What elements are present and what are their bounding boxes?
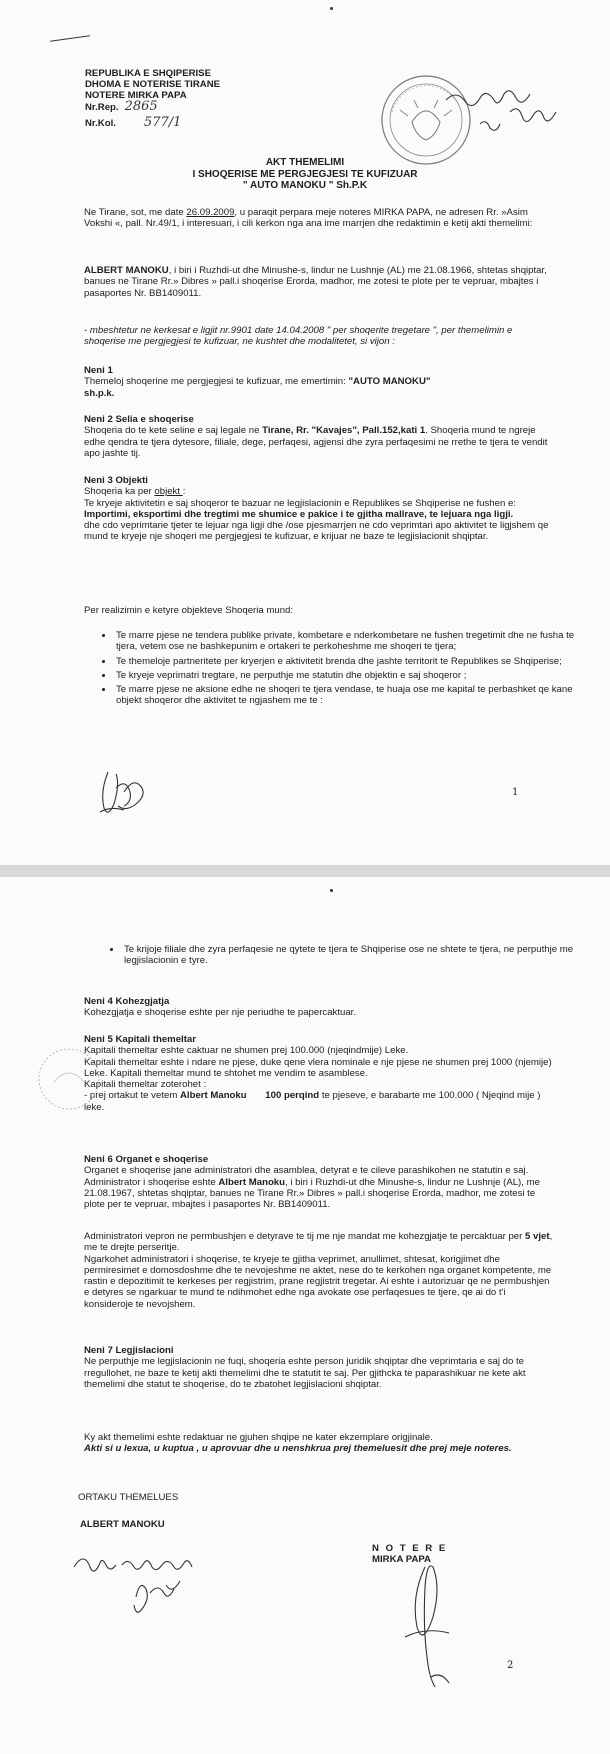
legal-basis-paragraph: - mbeshtetur ne kerkesat e ligjit nr.9901 date 14.04.2008 " per shoqerite tregetare ", per themelimin e shoqerise me pergjegjesi te kufizuar, ne kushtet dhe modalitetet, si vijon : bbox=[84, 325, 513, 348]
document-page-1 bbox=[0, 0, 610, 865]
neni-6: Neni 6 Organet e shoqerise Organet e shoqerise jane administratori dhe asamblea, detyrat e te cileve parashikohen ne statutin e saj. Administrator i shoqerise eshte Albert Manoku, i biri i Ruzhdi-ut dhe Minushe-s, lindur ne Lushnje (AL), me 21.08.1967, shtetas shqiptar, banues ne Tirane Rr.» Dibres » pall.i shoqerise Erorda, madhor, me zotesi te plote per te vepruar, mbajtes i pasaportes Nr. BB1409011. bbox=[84, 1154, 540, 1211]
founder-initials-signature bbox=[94, 762, 154, 824]
neni-5: Neni 5 Kapitali themeltar Kapitali themeltar eshte caktuar ne shumen prej 100.000 (njeqindmije) Leke. Kapitali themeltar eshte i ndare ne pjese, duke qene vlera nominale e nje pjese ne shumen prej 1000 (njemije) Leke. Kapitali themeltar mund te shtohet me vendim te asamblese. Kapitali themeltar zoterohet : - prej ortakut te vetem Albert Manoku 100 perqind te pjeseve, e barabarte me 100.000 ( Njeqind mije ) leke. bbox=[84, 1034, 552, 1113]
title-line-2: I SHOQERISE ME PERGJEGJESI TE KUFIZUAR bbox=[192, 168, 418, 180]
page-number: 1 bbox=[512, 787, 519, 798]
rep-number: 2865 bbox=[124, 99, 158, 114]
intro-paragraph: Ne Tirane, sot, me date 26.09.2009, u paraqit perpara meje noteres MIRKA PAPA, ne adresen Rr. »Asim Vokshi «, pall. Nr.49/1, i interesuari, i cili kerkon nga ana ime marrjen dhe redaktimin e ketij akti themelimi: bbox=[84, 207, 533, 230]
document-title bbox=[0, 157, 610, 192]
administrator-name: Albert Manoku bbox=[218, 1176, 286, 1188]
punch-dot bbox=[330, 7, 333, 10]
faint-seal-stamp bbox=[34, 1044, 104, 1114]
objectives-list bbox=[84, 630, 586, 710]
title-line-3: " AUTO MANOKU " Sh.P.K bbox=[242, 180, 368, 191]
objectives-intro: Per realizimin e ketyre objekteve Shoqeria mund: bbox=[84, 605, 294, 616]
list-item: • Te themeloje partneritete per kryerjen e aktivitetit brenda dhe jashte territorit te Republikes se Shqiperise; bbox=[114, 656, 586, 667]
founder-paragraph: ALBERT MANOKU, i biri i Ruzhdi-ut dhe Minushe-s, lindur ne Lushnje (AL) me 21.08.1966, shtetas shqiptar, banues ne Tirane Rr.» Dibres » pall.i shoqerise Erorda, madhor, me zotesi te plote per te vepruar, mbajtes i pasaportes Nr. BB1409011. bbox=[84, 265, 547, 299]
notary-signature bbox=[440, 82, 560, 140]
founder-label: ORTAKU THEMELUES bbox=[78, 1492, 179, 1503]
neni-6-mandate: Administratori vepron ne permbushjen e detyrave te tij me nje mandat me kohezgjatje te percaktuar per 5 vjet, me te drejte perseritje. Ngarkohet administratori i shoqerise, te kryeje te gjitha veprimet, anullimet, shtesat, korigjimet dhe permiresimet e domosdoshme dhe te nevojeshme ne aktet, nese do te kerkohen nga organet kompetente, me rastin e depozitimit te kerkeses per regjistrim, prane regjistrit tregetar. Ai eshte i autorizuar qe ne permbushjen e detyres se ngarkuar te mund te ndihmohet edhe nga avokate ose perfaqesues te tjere, qe ai do t'i konsideroje te nevojshem. bbox=[84, 1231, 553, 1310]
notary-header bbox=[85, 68, 220, 129]
business-object: Importimi, eksportimi dhe tregtimi me shumice e pakice i te gjitha mallrave, te lejuara nga ligji. bbox=[84, 508, 514, 520]
title-line-1: AKT THEMELIMI bbox=[265, 157, 345, 168]
notary-label: N O T E R E bbox=[372, 1543, 448, 1554]
page-number: 2 bbox=[507, 1660, 514, 1671]
header-kol: Nr.Kol. 577/1 bbox=[85, 115, 182, 130]
neni-4: Neni 4 Kohezgjatja Kohezgjatja e shoqerise eshte per nje periudhe te papercaktuar. bbox=[84, 996, 357, 1019]
list-item: • Te kryeje veprimatri tregtare, ne perputhje me statutin dhe objektin e saj shoqeror ; bbox=[114, 670, 586, 681]
closing-paragraph: Ky akt themelimi eshte redaktuar ne gjuhen shqipe ne kater ekzemplare origjinale. Akti si u lexua, u kuptua , u aprovuar dhe u nenshkrua prej themeluesit dhe prej meje noteres. bbox=[84, 1432, 512, 1455]
header-country: REPUBLIKA E SHQIPERISE bbox=[85, 68, 211, 79]
founder-signature bbox=[66, 1537, 246, 1627]
list-item: • Te marre pjese ne aksione edhe ne shoqeri te tjera vendase, te huaja ose me kapital te perbashket qe kane objekt shoqeror dhe aktivitet te ngjashem me te : bbox=[114, 684, 586, 707]
founder-name: ALBERT MANOKU bbox=[84, 265, 169, 276]
company-name: "AUTO MANOKU" bbox=[348, 376, 431, 388]
list-item: • Te marre pjese ne tendera publike private, kombetare e nderkombetare ne fushen tregetimit dhe ne fusha te tjera, vetem ose ne bashkepunim e ortakeri te perkoheshme me shoqeri te tjera; bbox=[114, 630, 586, 653]
punch-dot bbox=[330, 889, 333, 892]
neni-7: Neni 7 Legjislacioni Ne perputhje me legjislacionin ne fuqi, shoqeria eshte person juridik shqiptar dhe veprimtaria e saj do te rregullohet, ne baze te ketij akti themelimi dhe te statutit te saj. Per gjithcka te paparashikuar ne kete akt themelimi dhe statut te shoqerise, do te zbatohet legjislacioni shqiptar. bbox=[84, 1345, 526, 1390]
document-page-2 bbox=[0, 877, 610, 1754]
founder-signatory-name: ALBERT MANOKU bbox=[80, 1519, 165, 1530]
pen-mark bbox=[50, 35, 90, 42]
notary-name: MIRKA PAPA bbox=[372, 1554, 431, 1565]
objectives-list-continued bbox=[92, 944, 586, 970]
header-notary: NOTERE MIRKA PAPA bbox=[85, 90, 187, 101]
header-rep: Nr.Rep. 2865 bbox=[85, 99, 158, 114]
list-item: • Te krijoje filiale dhe zyra perfaqesie ne qytete te tjera te Shqiperise ose ne shtete te tjera, ne perputhje me legjislacionin e tyre. bbox=[122, 944, 586, 967]
neni-1: Neni 1 Themeloj shoqerine me pergjegjesi te kufizuar, me emertimin: "AUTO MANOKU" sh.p.k. bbox=[84, 365, 431, 399]
act-date: 26.09.2009 bbox=[186, 207, 235, 218]
kol-number: 577/1 bbox=[143, 115, 182, 130]
ownership-percent: 100 perqind bbox=[265, 1090, 320, 1102]
neni-3: Neni 3 Objekti Shoqeria ka per objekt : Te kryeje aktivitetin e saj shoqeror te bazuar ne legjislacionin e Republikes se Shqiperise ne fushen e: Importimi, eksportimi dhe tregtimi me shumice e pakice i te gjitha mallrave, te lejuara nga ligji. dhe cdo veprimtarie tjeter te lejuar nga ligji dhe /ose pjesmarrjen ne cdo veprimtari apo aktivitet te ligjshem qe mund te kryeje nje shoqeri me pergjegjesi te kufizuar, e krijuar ne baze te legjislacionit shqiptar. bbox=[84, 475, 549, 543]
header-chamber: DHOMA E NOTERISE TIRANE bbox=[85, 79, 221, 90]
neni-2: Neni 2 Selia e shoqerise Shoqeria do te kete seline e saj legale ne Tirane, Rr. "Kavajes", Pall.152,kati 1. Shoqeria mund te ngreje edhe qendra te tjera dytesore, filiale, dege, perfaqesi, agjensi dhe zyra perfaqesimi ne rrethe te tjera te vendit apo jashte tij. bbox=[84, 414, 548, 459]
sole-partner-name: Albert Manoku bbox=[179, 1090, 247, 1102]
notary-final-signature bbox=[395, 1557, 465, 1697]
company-address: Tirane, Rr. "Kavajes", Pall.152,kati 1 bbox=[262, 425, 426, 437]
mandate-years: 5 vjet bbox=[525, 1231, 550, 1242]
